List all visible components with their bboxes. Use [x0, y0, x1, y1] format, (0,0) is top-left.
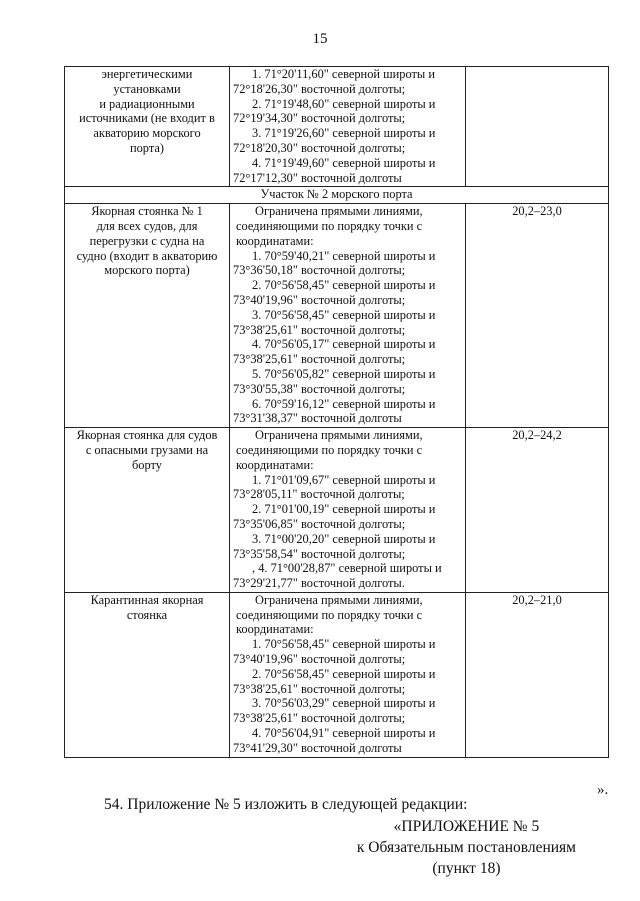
coordinate-latitude: 1. 70°59'40,21" северной широты и: [252, 248, 436, 263]
anchorage-name-line: Карантинная якорная: [90, 592, 204, 607]
boundary-description: соединяющими по порядку точки с: [236, 442, 423, 457]
coordinate-latitude: 3. 70°56'58,45" северной широты и: [252, 307, 436, 322]
boundary-description: Ограничена прямыми линиями,: [255, 592, 423, 607]
anchorage-name-line: источниками (не входит в: [79, 111, 215, 126]
anchorage-name-line: перегрузки с судна на: [89, 233, 205, 248]
anchorage-name-line: Якорная стоянка для судов: [76, 428, 218, 443]
coordinate-latitude: , 4. 71°00'28,87" северной широты и: [252, 561, 442, 576]
coordinate-latitude: 5. 70°56'05,82" северной широты и: [252, 366, 436, 381]
appendix-clause: (пункт 18): [432, 860, 501, 877]
appendix-subtitle: к Обязательным постановлениям: [356, 839, 576, 856]
anchorage-name-cell: [65, 204, 230, 428]
coordinate-longitude: 73°38'25,61" восточной долготы;: [233, 322, 406, 337]
coordinate-longitude: 72°17'12,30" восточной долготы: [233, 170, 402, 185]
anchorage-name-line: Якорная стоянка № 1: [91, 204, 203, 219]
coordinate-longitude: 73°38'25,61" восточной долготы;: [233, 681, 406, 696]
coordinate-longitude: 72°18'26,30" восточной долготы;: [233, 81, 406, 96]
coordinates-cell: [230, 204, 466, 428]
depth-cell: 20,2–21,0: [466, 592, 609, 757]
coordinate-latitude: 2. 70°56'58,45" северной широты и: [252, 278, 436, 293]
coordinate-latitude: 1. 71°01'09,67" северной широты и: [252, 472, 436, 487]
coordinate-longitude: 73°36'50,18" восточной долготы;: [233, 263, 406, 278]
anchorage-name-line: акваторию морского: [93, 126, 201, 141]
anchorage-name-line: борту: [132, 457, 162, 472]
anchorage-name-line: стоянка: [126, 607, 168, 622]
anchorage-name-cell: [65, 428, 230, 593]
anchorage-name-line: с опасными грузами на: [85, 442, 209, 457]
coordinate-latitude: 2. 71°01'00,19" северной широты и: [252, 502, 436, 517]
coordinate-latitude: 6. 70°59'16,12" северной широты и: [252, 396, 436, 411]
anchorage-name-line: установками: [113, 81, 181, 96]
boundary-description: соединяющими по порядку точки с: [236, 218, 423, 233]
anchorage-name-line: энергетическими: [101, 67, 193, 81]
anchorage-name-cell: [65, 592, 230, 757]
coordinate-latitude: 4. 70°56'05,17" северной широты и: [252, 337, 436, 352]
anchorage-name-line: порта): [129, 140, 165, 155]
depth-cell: [466, 67, 609, 187]
coordinate-longitude: 73°38'25,61" восточной долготы;: [233, 711, 406, 726]
anchorage-name-line: судно (входит в акваторию: [76, 248, 218, 263]
coordinates-cell: [230, 592, 466, 757]
table-row: [65, 428, 609, 593]
anchorage-name-cell: [65, 67, 230, 187]
coordinate-longitude: 73°28'05,11" восточной долготы;: [233, 487, 405, 502]
coordinate-longitude: 73°30'55,38" восточной долготы;: [233, 381, 406, 396]
closing-quote: ».: [597, 782, 609, 798]
coordinate-longitude: 73°35'06,85" восточной долготы;: [233, 516, 406, 531]
section-title: Участок № 2 морского порта: [65, 187, 609, 204]
boundary-description: соединяющими по порядку точки с: [236, 607, 423, 622]
coordinate-longitude: 73°35'58,54" восточной долготы;: [233, 546, 406, 561]
anchorage-name-line: для всех судов, для: [96, 218, 198, 233]
coordinate-longitude: 73°29'21,77" восточной долготы.: [233, 576, 405, 591]
coordinate-longitude: 73°31'38,37" восточной долготы: [233, 411, 402, 426]
coordinates-cell: [230, 67, 466, 187]
table-row: [65, 592, 609, 757]
coordinate-latitude: 4. 70°56'04,91" северной широты и: [252, 726, 436, 741]
boundary-description: координатами:: [236, 233, 314, 248]
coordinate-latitude: 3. 71°00'20,20" северной широты и: [252, 531, 436, 546]
item-54-text: 54. Приложение № 5 изложить в следующей редакции:: [104, 796, 468, 813]
boundary-description: Ограничена прямыми линиями,: [255, 204, 423, 219]
coordinate-longitude: 73°38'25,61" восточной долготы;: [233, 352, 406, 367]
anchorage-name-line: и радиационными: [99, 96, 195, 111]
coordinate-latitude: 3. 71°19'26,60" северной широты и: [252, 126, 436, 141]
coordinate-latitude: 1. 70°56'58,45" северной широты и: [252, 637, 436, 652]
coordinate-latitude: 3. 70°56'03,29" северной широты и: [252, 696, 436, 711]
coordinate-latitude: 1. 71°20'11,60" северной широты и: [252, 67, 435, 81]
coordinate-longitude: 73°40'19,96" восточной долготы;: [233, 292, 406, 307]
anchorage-table: [64, 66, 609, 758]
depth-cell: 20,2–24,2: [466, 428, 609, 593]
coordinate-longitude: 73°41'29,30" восточной долготы: [233, 740, 402, 755]
coordinate-longitude: 72°18'20,30" восточной долготы;: [233, 140, 406, 155]
section-row: [65, 187, 609, 204]
depth-cell: 20,2–23,0: [466, 204, 609, 428]
boundary-description: координатами:: [236, 457, 314, 472]
coordinate-longitude: 72°19'34,30" восточной долготы;: [233, 111, 406, 126]
boundary-description: Ограничена прямыми линиями,: [255, 428, 423, 443]
coordinate-latitude: 4. 71°19'49,60" северной широты и: [252, 155, 436, 170]
coordinate-latitude: 2. 70°56'58,45" северной широты и: [252, 666, 436, 681]
coordinate-longitude: 73°40'19,96" восточной долготы;: [233, 652, 406, 667]
table-row: [65, 67, 609, 187]
boundary-description: координатами:: [236, 622, 314, 637]
coordinate-latitude: 2. 71°19'48,60" северной широты и: [252, 96, 436, 111]
anchorage-name-line: морского порта): [104, 263, 190, 278]
appendix-heading: [357, 816, 576, 879]
table-row: [65, 204, 609, 428]
page-number: 15: [312, 31, 328, 47]
appendix-title: «ПРИЛОЖЕНИЕ № 5: [393, 818, 540, 835]
coordinates-cell: [230, 428, 466, 593]
